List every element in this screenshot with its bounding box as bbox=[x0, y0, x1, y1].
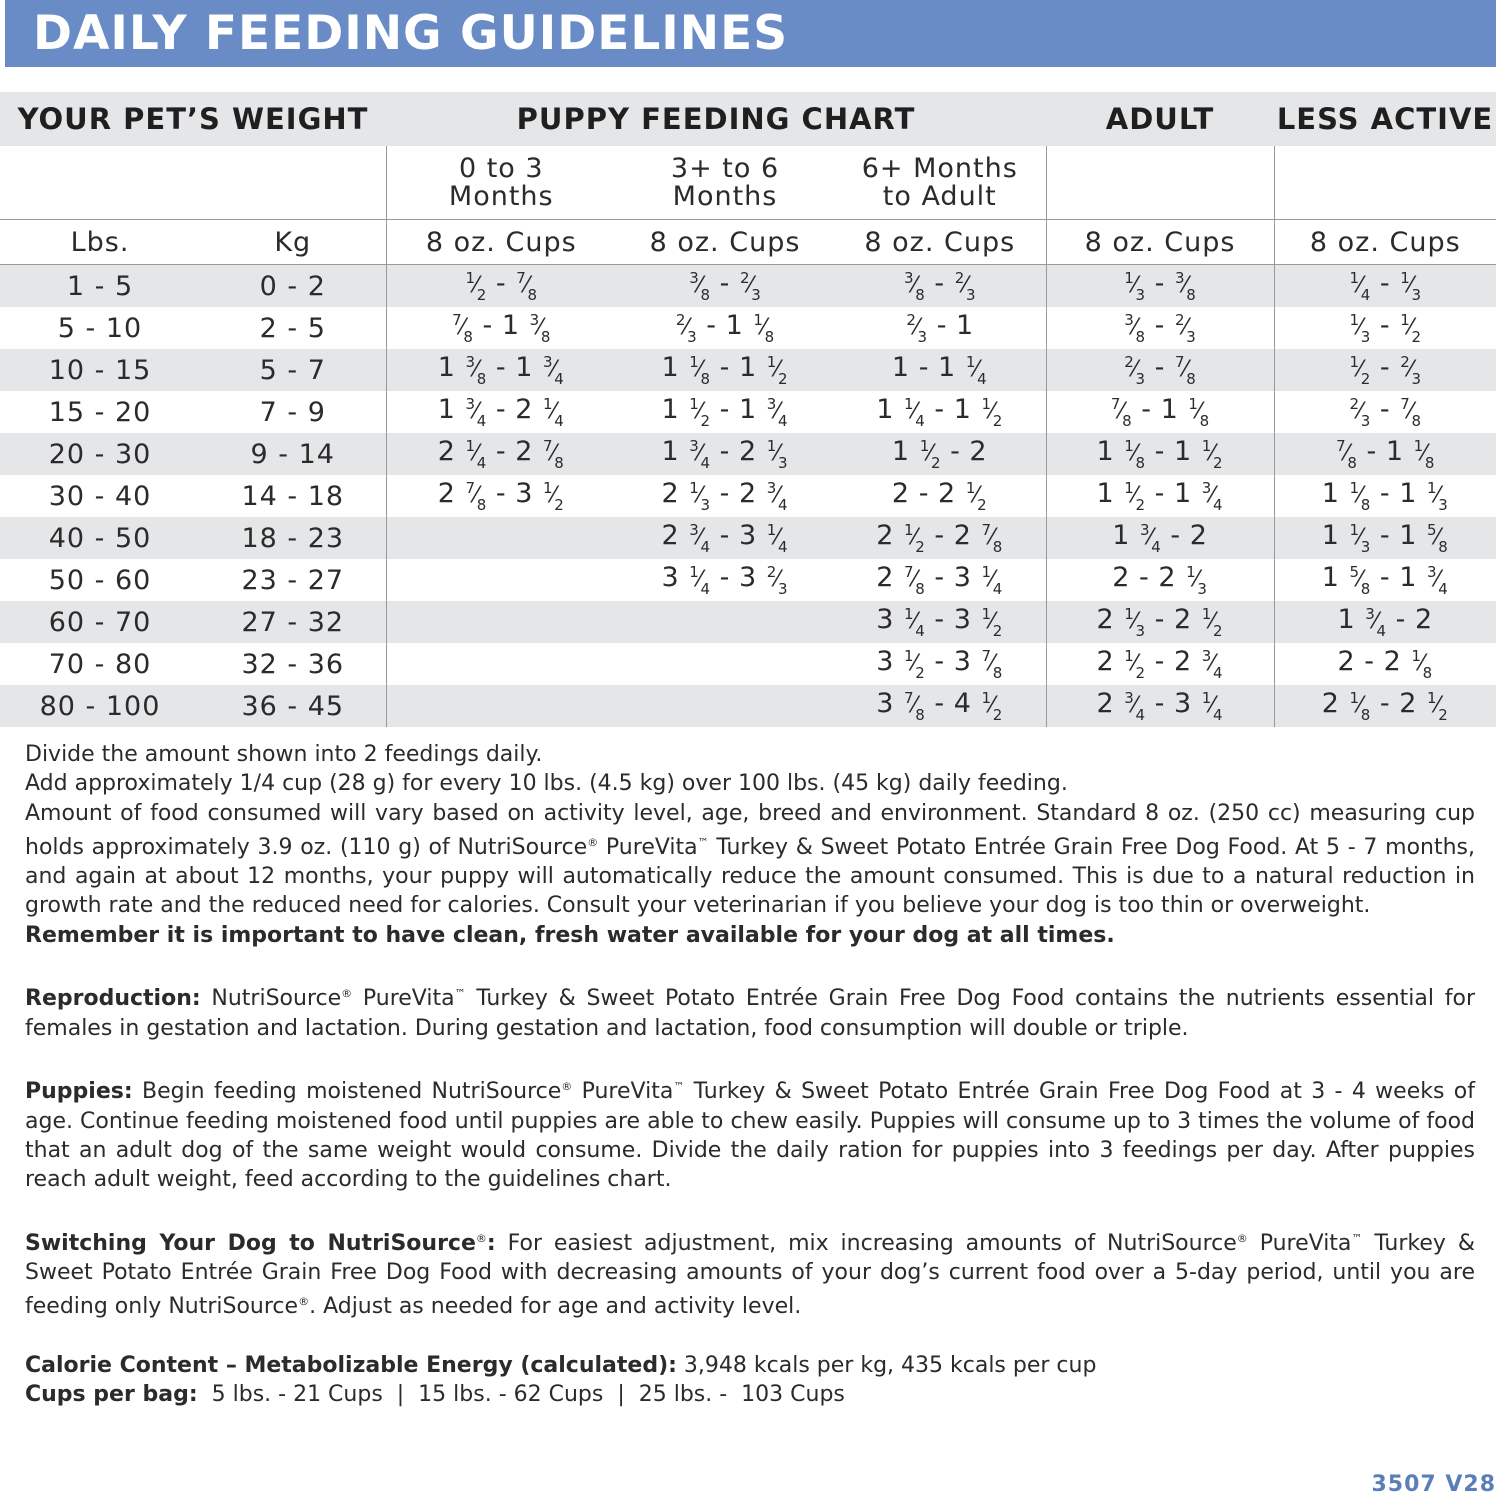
table-cell bbox=[386, 601, 616, 643]
table-row bbox=[0, 433, 1496, 475]
table-cell: 2 $^3⁄_4 - 3$ $^1⁄_4$ bbox=[616, 517, 834, 559]
table-cell: 23 - 27 bbox=[241, 564, 345, 596]
table-cell: 2 $^1⁄_4 - 2$ $^7⁄_8$ bbox=[386, 433, 616, 475]
unit-cups: 8 oz. Cups bbox=[1274, 220, 1496, 265]
subheader-puppy-3-6: 3+ to 6 Months bbox=[616, 146, 834, 220]
table-cell bbox=[616, 643, 834, 685]
subheader-puppy-6-adult: 6+ Months to Adult bbox=[834, 146, 1046, 220]
table-cell: 1 $^1⁄_2 - 2$ bbox=[834, 433, 1046, 475]
table-row bbox=[0, 265, 1496, 308]
table-cell: $^1⁄_3$ - $^1⁄_2$ bbox=[1274, 307, 1496, 349]
table-cell: 2 $^7⁄_8 - 3$ $^1⁄_4$ bbox=[876, 562, 1003, 598]
table-cell: 2 $^1⁄_2 - 2$ $^3⁄_4$ bbox=[1046, 643, 1274, 685]
header-puppy-chart: PUPPY FEEDING CHART bbox=[386, 92, 1046, 146]
table-cell: $^3⁄_8$ - $^2⁄_3$ bbox=[1046, 307, 1274, 349]
unit-cups: 8 oz. Cups bbox=[386, 220, 616, 265]
table-cell: 10 - 15 bbox=[0, 349, 200, 391]
table-cell: $^2⁄_3$ - $^7⁄_8$ bbox=[1046, 349, 1274, 391]
table-cell: $^2⁄_3$ - $^7⁄_8$ bbox=[1274, 391, 1496, 433]
table-cell bbox=[386, 643, 616, 685]
table-cell: $^1⁄_2$ - $^2⁄_3$ bbox=[1274, 349, 1496, 391]
table-cell: 3 $^7⁄_8 - 4$ $^1⁄_2$ bbox=[834, 685, 1046, 727]
product-code: 3507 V28 bbox=[1371, 1472, 1496, 1497]
unit-cups: 8 oz. Cups bbox=[834, 220, 1046, 265]
note-switching: Switching Your Dog to NutriSource®: For easiest adjustment, mix increasing amounts of NutriSource® PureVita™ Turkey & Sweet Potato Entrée Grain Free Dog Food with decreasing amounts of your dog’s current food over a 5-day period, until you are feeding only NutriSource®. Adjust as needed for age and activity level. bbox=[25, 1230, 1475, 1320]
age-subheader-row bbox=[0, 146, 1496, 220]
table-cell: 2 $^7⁄_8 - 3$ $^1⁄_2$ bbox=[386, 475, 616, 517]
table-header-row bbox=[0, 92, 1496, 146]
header-pet-weight: YOUR PET’S WEIGHT bbox=[0, 92, 386, 146]
note-puppies: Puppies: Begin feeding moistened NutriSource® PureVita™ Turkey & Sweet Potato Entrée Grain Free Dog Food at 3 - 4 weeks of age. Continue feeding moistened food until puppies are able to chew easily. Puppies will consume up to 3 times the volume of food that an adult dog of the same weight would consume. Divide the daily ration for puppies into 3 feedings per day. After puppies reach adult weight, feed according to the guidelines chart. bbox=[25, 1079, 1475, 1193]
table-cell: 18 - 23 bbox=[200, 517, 386, 559]
table-cell: 2 - 2 $^1⁄_8$ bbox=[1274, 643, 1496, 685]
subheader-adult-blank bbox=[1046, 146, 1274, 220]
table-cell: $^3⁄_8$ - $^2⁄_3$ bbox=[834, 265, 1046, 308]
table-cell: 36 - 45 bbox=[200, 685, 386, 727]
table-row bbox=[0, 601, 1496, 643]
table-cell: 30 - 40 bbox=[48, 480, 152, 512]
table-cell: 5 - 10 bbox=[57, 312, 143, 344]
table-cell: 1 $^1⁄_4 - 1$ $^1⁄_2$ bbox=[876, 394, 1003, 430]
table-cell: $^7⁄_8 - 1$ $^3⁄_8$ bbox=[386, 307, 616, 349]
table-row bbox=[0, 685, 1496, 727]
table-row bbox=[0, 517, 1496, 559]
table-cell: 2 - 2 $^1⁄_3$ bbox=[1046, 559, 1274, 601]
subheader-less-active-blank bbox=[1274, 146, 1496, 220]
table-cell bbox=[616, 685, 834, 727]
table-cell: $^1⁄_4$ - $^1⁄_3$ bbox=[1274, 265, 1496, 308]
title-banner bbox=[5, 0, 1496, 67]
table-cell: 1 $^3⁄_8 - 1$ $^3⁄_4$ bbox=[386, 349, 616, 391]
table-cell: 2 $^1⁄_3 - 2$ $^1⁄_2$ bbox=[1046, 601, 1274, 643]
table-cell: 32 - 36 bbox=[241, 648, 345, 680]
table-cell: 2 $^1⁄_3 - 2$ $^3⁄_4$ bbox=[661, 478, 788, 514]
table-cell: 1 $^3⁄_4 - 2$ bbox=[1046, 517, 1274, 559]
table-body bbox=[0, 265, 1496, 728]
unit-lbs: Lbs. bbox=[0, 220, 200, 265]
table-cell: $^2⁄_3 - 1$ $^1⁄_8$ bbox=[675, 310, 775, 346]
table-cell: 50 - 60 bbox=[48, 564, 152, 596]
unit-cups: 8 oz. Cups bbox=[1046, 220, 1274, 265]
table-cell: $^2⁄_3 - 1$ bbox=[906, 310, 975, 346]
table-cell: 60 - 70 bbox=[0, 601, 200, 643]
table-cell bbox=[386, 559, 616, 601]
unit-kg: Kg bbox=[200, 220, 386, 265]
table-row bbox=[0, 559, 1496, 601]
table-cell: $^7⁄_8 - 1$ $^1⁄_8$ bbox=[1274, 433, 1496, 475]
table-cell: 1 $^1⁄_2 - 1$ $^3⁄_4$ bbox=[1046, 475, 1274, 517]
table-cell bbox=[386, 517, 616, 559]
table-cell: $^3⁄_8$ - $^2⁄_3$ bbox=[616, 265, 834, 308]
table-cell: 20 - 30 bbox=[0, 433, 200, 475]
table-cell: 80 - 100 bbox=[0, 685, 200, 727]
unit-cups: 8 oz. Cups bbox=[616, 220, 834, 265]
table-cell: 27 - 32 bbox=[200, 601, 386, 643]
table-cell: 15 - 20 bbox=[48, 396, 152, 428]
table-cell: 3 $^1⁄_4 - 3$ $^2⁄_3$ bbox=[661, 562, 788, 598]
table-cell: 1 $^3⁄_4 - 2$ $^1⁄_4$ bbox=[386, 391, 616, 433]
note-calorie-content: Calorie Content – Metabolizable Energy (calculated): 3,948 kcals per kg, 435 kcals per cup bbox=[25, 1352, 1097, 1378]
table-row bbox=[0, 475, 1496, 517]
table-cell bbox=[616, 601, 834, 643]
table-cell: $^1⁄_3$ - $^3⁄_8$ bbox=[1046, 265, 1274, 308]
table-cell: 3 $^1⁄_4 - 3$ $^1⁄_2$ bbox=[834, 601, 1046, 643]
table-cell: 1 $^3⁄_4 - 2$ bbox=[1274, 601, 1496, 643]
table-cell: 2 - 5 bbox=[259, 312, 326, 344]
table-cell: 40 - 50 bbox=[0, 517, 200, 559]
table-cell: 9 - 14 bbox=[200, 433, 386, 475]
header-adult: ADULT bbox=[1046, 92, 1274, 146]
table-cell: 5 - 7 bbox=[200, 349, 386, 391]
table-cell bbox=[386, 685, 616, 727]
note-divide: Divide the amount shown into 2 feedings daily. bbox=[25, 742, 543, 767]
subheader-blank bbox=[0, 146, 386, 220]
table-cell: 1 $^5⁄_8 - 1$ $^3⁄_4$ bbox=[1274, 559, 1496, 601]
note-additional: Add approximately 1/4 cup (28 g) for every 10 lbs. (4.5 kg) over 100 lbs. (45 kg) daily feeding. bbox=[25, 771, 1068, 797]
table-cell: 1 $^1⁄_8 - 1$ $^1⁄_2$ bbox=[616, 349, 834, 391]
table-cell: 7 - 9 bbox=[259, 396, 326, 428]
table-cell: 1 $^3⁄_4 - 2$ $^1⁄_3$ bbox=[616, 433, 834, 475]
note-amount: Amount of food consumed will vary based on activity level, age, breed and environment. Standard 8 oz. (250 cc) measuring cup holds approximately 3.9 oz. (110 g) of NutriSource® PureVita™ Turkey & Sweet Potato Entrée Grain Free Dog Food. At 5 - 7 months, and again at about 12 months, your puppy will automatically reduce the amount consumed. This is due to a natural reduction in growth rate and the reduced need for calories. Consult your veterinarian if you believe your dog is too thin or overweight. bbox=[25, 800, 1475, 919]
table-row bbox=[0, 643, 1496, 685]
feeding-table-container bbox=[0, 92, 1496, 727]
table-cell: $^1⁄_2$ - $^7⁄_8$ bbox=[386, 265, 616, 308]
table-row bbox=[0, 391, 1496, 433]
note-water: Remember it is important to have clean, fresh water available for your dog at all times. bbox=[25, 922, 1115, 948]
table-cell: 1 $^1⁄_8 - 1$ $^1⁄_2$ bbox=[1046, 433, 1274, 475]
table-cell: 2 $^1⁄_2 - 2$ $^7⁄_8$ bbox=[834, 517, 1046, 559]
table-cell: 1 - 5 bbox=[0, 265, 200, 308]
table-row bbox=[0, 307, 1496, 349]
table-cell: $^7⁄_8 - 1$ $^1⁄_8$ bbox=[1046, 391, 1274, 433]
feeding-notes bbox=[25, 740, 1475, 1410]
feeding-table bbox=[0, 92, 1496, 727]
note-cups-per-bag: Cups per bag: 5 lbs. - 21 Cups | 15 lbs. - 62 Cups | 25 lbs. - 103 Cups bbox=[25, 1382, 845, 1408]
table-cell: 2 $^1⁄_8 - 2$ $^1⁄_2$ bbox=[1274, 685, 1496, 727]
table-cell: 0 - 2 bbox=[200, 265, 386, 308]
header-less-active: LESS ACTIVE bbox=[1274, 92, 1496, 146]
table-cell: 1 $^1⁄_2 - 1$ $^3⁄_4$ bbox=[661, 394, 788, 430]
table-cell: 2 $^3⁄_4 - 3$ $^1⁄_4$ bbox=[1046, 685, 1274, 727]
table-cell: 1 - 1 $^1⁄_4$ bbox=[834, 349, 1046, 391]
table-cell: 14 - 18 bbox=[241, 480, 345, 512]
table-cell: 2 - 2 $^1⁄_2$ bbox=[891, 478, 987, 514]
subheader-puppy-0-3: 0 to 3 Months bbox=[386, 146, 616, 220]
page-title: DAILY FEEDING GUIDELINES bbox=[33, 6, 789, 61]
table-row bbox=[0, 349, 1496, 391]
note-reproduction: Reproduction: NutriSource® PureVita™ Turkey & Sweet Potato Entrée Grain Free Dog Food contains the nutrients essential for females in gestation and lactation. During gestation and lactation, food consumption will double or triple. bbox=[25, 986, 1475, 1041]
table-cell: 70 - 80 bbox=[48, 648, 152, 680]
table-cell: 3 $^1⁄_2 - 3$ $^7⁄_8$ bbox=[876, 646, 1003, 682]
table-cell: 1 $^1⁄_3 - 1$ $^5⁄_8$ bbox=[1274, 517, 1496, 559]
table-cell: 1 $^1⁄_8 - 1$ $^1⁄_3$ bbox=[1274, 475, 1496, 517]
unit-row bbox=[0, 220, 1496, 265]
